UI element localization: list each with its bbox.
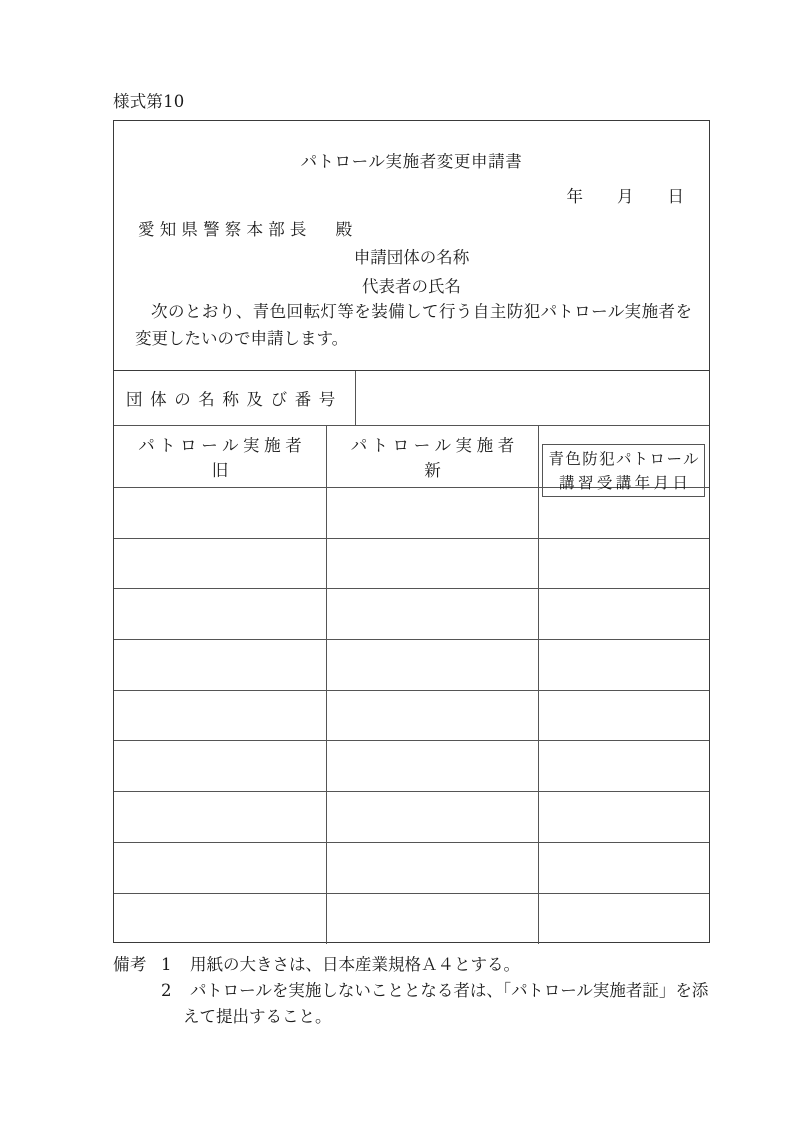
cell-old-implementer[interactable]	[114, 539, 327, 589]
table-row	[114, 589, 709, 640]
applicant-organization-label: 申請団体の名称	[353, 248, 470, 267]
header-cell-course-date	[539, 426, 709, 492]
cell-new-implementer[interactable]	[327, 488, 539, 538]
cell-course-date[interactable]	[539, 640, 709, 690]
remark-text: パトロールを実施しないこととなる者は、「パトロール実施者証」を添	[190, 981, 709, 1001]
organization-label: 団体の名称及び番号	[126, 390, 343, 409]
cell-course-date[interactable]	[539, 539, 709, 589]
cell-course-date[interactable]	[539, 843, 709, 893]
addressee	[138, 216, 352, 240]
table-row	[114, 488, 709, 539]
applicant-representative-label: 代表者の氏名	[362, 277, 461, 296]
remark-text: 用紙の大きさは、日本産業規格Ａ４とする。	[190, 955, 520, 974]
cell-new-implementer[interactable]	[327, 741, 539, 791]
cell-course-date[interactable]	[539, 792, 709, 842]
page-title: パトロール実施者変更申請書	[300, 152, 523, 171]
cell-new-implementer[interactable]	[327, 539, 539, 589]
table-header-row	[114, 426, 709, 492]
table-row	[114, 741, 709, 792]
cell-new-implementer[interactable]	[327, 640, 539, 690]
header-course-line1: 青色防犯パトロール	[548, 450, 700, 468]
cell-new-implementer[interactable]	[327, 792, 539, 842]
cell-old-implementer[interactable]	[114, 589, 327, 639]
cell-new-implementer[interactable]	[327, 894, 539, 945]
cell-course-date[interactable]	[539, 894, 709, 945]
remark-number: 2	[161, 981, 172, 1001]
cell-old-implementer[interactable]	[114, 640, 327, 690]
cell-old-implementer[interactable]	[114, 843, 327, 893]
date-year-label: 年	[566, 187, 583, 206]
organization-row	[114, 371, 709, 426]
table-row	[114, 539, 709, 590]
header-course-line2: 講習受講年月日	[559, 474, 692, 492]
table-row	[114, 843, 709, 894]
cell-course-date[interactable]	[539, 589, 709, 639]
cell-old-implementer[interactable]	[114, 792, 327, 842]
table-row	[114, 691, 709, 742]
remark-item	[113, 952, 713, 978]
addressee-name: 愛知県警察本部長	[138, 220, 312, 239]
date-day-label: 日	[667, 187, 684, 206]
remarks-section	[113, 952, 713, 1030]
header-cell-new-implementer	[327, 426, 539, 487]
organization-label-cell	[114, 371, 356, 425]
table-row	[114, 640, 709, 691]
cell-new-implementer[interactable]	[327, 843, 539, 893]
remarks-label: 備考	[113, 955, 147, 974]
organization-value-cell[interactable]	[356, 371, 709, 425]
remark-number: 1	[161, 955, 172, 974]
cell-old-implementer[interactable]	[114, 894, 327, 945]
date-month-label: 月	[617, 187, 634, 206]
cell-course-date[interactable]	[539, 741, 709, 791]
header-new-sub: 新	[424, 461, 441, 480]
cell-new-implementer[interactable]	[327, 691, 539, 741]
intro-body-text: 次のとおり、青色回転灯等を装備して行う自主防犯パトロール実施者を変更したいので申請します。	[135, 302, 692, 348]
table-row	[114, 894, 709, 945]
table-row	[114, 792, 709, 843]
intro-block	[114, 121, 709, 371]
applicant-table	[114, 371, 709, 944]
form-frame	[113, 120, 710, 943]
header-cell-old-implementer	[114, 426, 327, 487]
cell-old-implementer[interactable]	[114, 691, 327, 741]
date-line	[567, 183, 685, 207]
cell-course-date[interactable]	[539, 488, 709, 538]
header-old-main: パトロール実施者	[138, 436, 307, 455]
header-new-main: パトロール実施者	[350, 436, 519, 455]
form-number-label: 様式第10	[113, 92, 185, 111]
cell-course-date[interactable]	[539, 691, 709, 741]
remark-continuation: えて提出すること。	[183, 1007, 332, 1027]
cell-old-implementer[interactable]	[114, 741, 327, 791]
remark-item	[113, 978, 713, 1004]
addressee-suffix: 殿	[335, 220, 353, 239]
cell-new-implementer[interactable]	[327, 589, 539, 639]
cell-old-implementer[interactable]	[114, 488, 327, 538]
applicant-block	[114, 244, 709, 297]
header-old-sub: 旧	[211, 461, 229, 480]
